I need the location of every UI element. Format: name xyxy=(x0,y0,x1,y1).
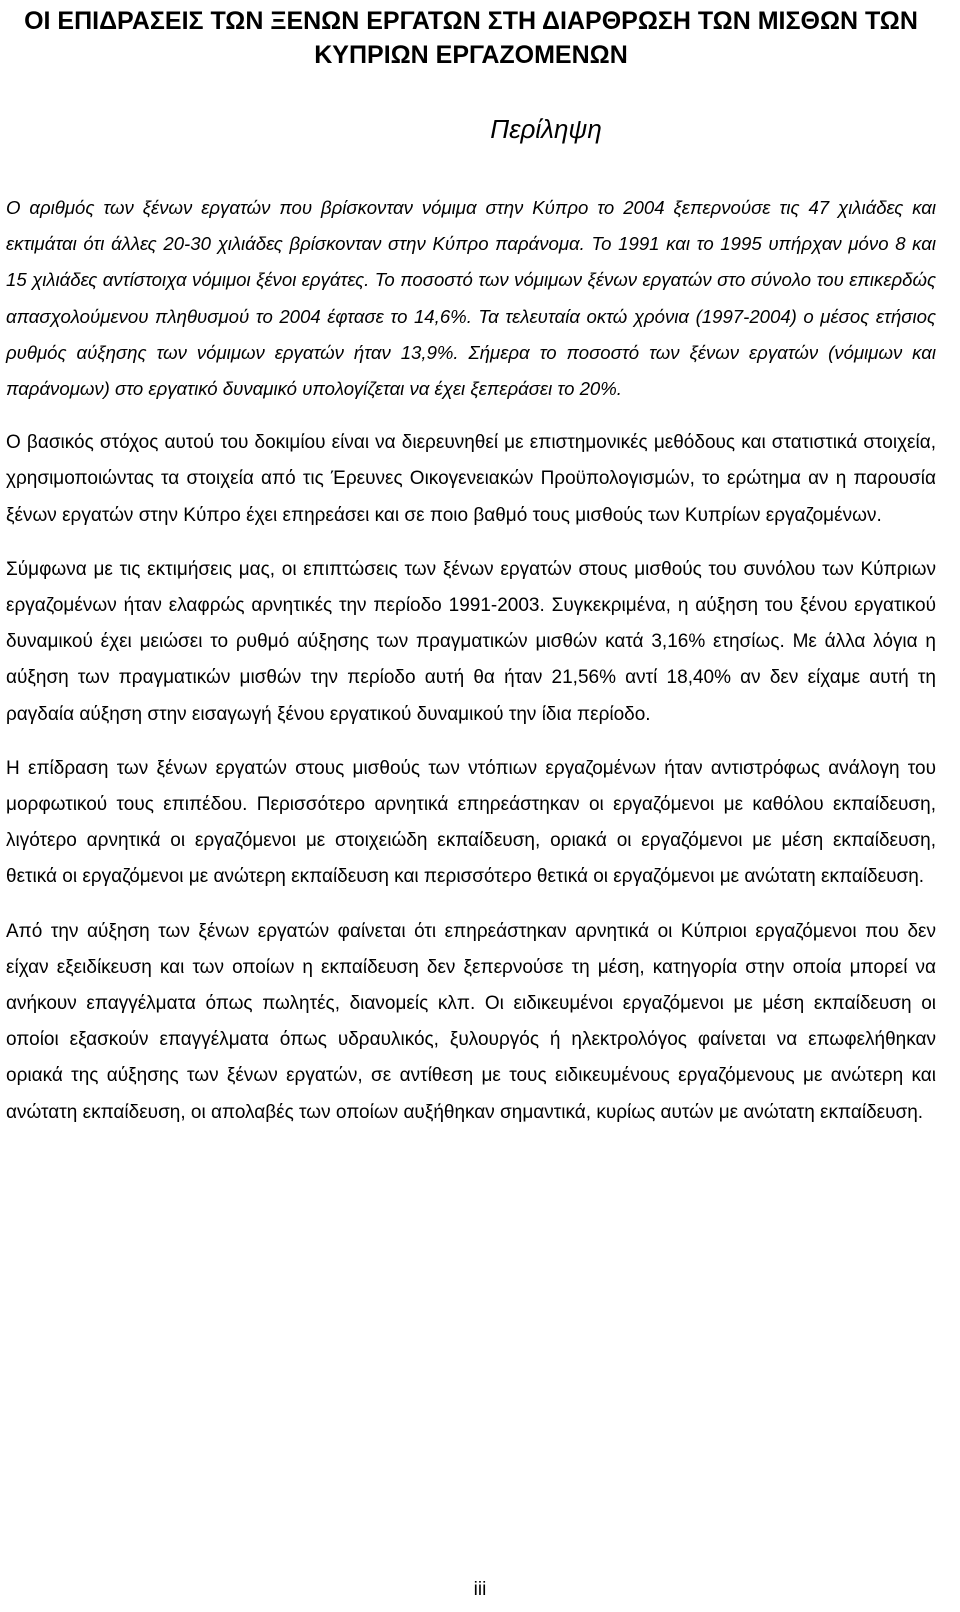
abstract-paragraph-2: Ο βασικός στόχος αυτού του δοκιμίου είναι να διερευνηθεί με επιστημονικές μεθόδους και στατιστικά στοιχεία, χρησιμοποιώντας τα στοιχεία από τις Έρευνες Οικογενειακών Προϋπολογισμών, το ερώτημα αν η παρουσία ξένων εργατών στην Κύπρο έχει επηρεάσει και σε ποιο βαθμό τους μισθούς των Κυπρίων εργαζομένων. xyxy=(6,432,936,526)
abstract-paragraph-3: Σύμφωνα με τις εκτιμήσεις μας, οι επιπτώσεις των ξένων εργατών στους μισθούς του συνόλου των Κύπριων εργαζομένων ήταν ελαφρώς αρνητικές την περίοδο 1991-2003. Συγκεκριμένα, η αύξηση του ξένου εργατικού δυναμικού έχει μειώσει το ρυθμό αύξησης των πραγματικών μισθών κατά 3,16% ετησίως. Με άλλα λόγια η αύξηση των πραγματικών μισθών την περίοδο αυτή θα ήταν 21,56% αντί 18,40% αν δεν είχαμε αυτή τη ραγδαία αύξηση στην εισαγωγή ξένου εργατικού δυναμικού την ίδια περίοδο. xyxy=(6,558,936,725)
document-page xyxy=(6,0,936,1131)
page-number: iii xyxy=(473,1579,487,1600)
abstract-paragraph-5: Από την αύξηση των ξένων εργατών φαίνεται ότι επηρεάστηκαν αρνητικά οι Κύπριοι εργαζόμενοι που δεν είχαν εξειδίκευση και των οποίων η εκπαίδευση δεν ξεπερνούσε τη μέση, κατηγορία στην οποία μπορεί να ανήκουν επαγγέλματα όπως πωλητές, διανομείς κλπ. Οι ειδικευμένοι εργαζόμενοι με μέση εκπαίδευση οι οποίοι εξασκούν επαγγέλματα όπως υδραυλικός, ξυλουργός ή ηλεκτρολόγος φαίνεται να επωφελήθηκαν οριακά της αύξησης των ξένων εργατών, σε αντίθεση με τους ειδικευμένους εργαζόμενους με ανώτερη και ανώτατη εκπαίδευση, οι απολαβές των οποίων αυξήθηκαν σημαντικά, κυρίως αυτών με ανώτατη εκπαίδευση. xyxy=(6,920,936,1123)
abstract-paragraph-1: Ο αριθμός των ξένων εργατών που βρίσκονταν νόμιμα στην Κύπρο το 2004 ξεπερνούσε τις 47 χιλιάδες και εκτιμάται ότι άλλες 20-30 χιλιάδες βρίσκονταν στην Κύπρο παράνομα. Το 1991 και το 1995 υπήρχαν μόνο 8 και 15 χιλιάδες αντίστοιχα νόμιμοι ξένοι εργάτες. Το ποσοστό των νόμιμων ξένων εργατών στο σύνολο του επικερδώς απασχολούμενου πληθυσμού το 2004 έφτασε το 14,6%. Τα τελευταία οκτώ χρόνια (1997-2004) ο μέσος ετήσιος ρυθμός αύξησης των νόμιμων εργατών ήταν 13,9%. Σήμερα το ποσοστό των ξένων εργατών (νόμιμων και παράνομων) στο εργατικό δυναμικό υπολογίζεται να έχει ξεπεράσει το 20%. xyxy=(6,197,936,400)
abstract-paragraph-4: Η επίδραση των ξένων εργατών στους μισθούς των ντόπιων εργαζομένων ήταν αντιστρόφως ανάλογη του μορφωτικού τους επιπέδου. Περισσότερο αρνητικά επηρεάστηκαν οι εργαζόμενοι με καθόλου εκπαίδευση, λιγότερο αρνητικά οι εργαζόμενοι με στοιχειώδη εκπαίδευση, οριακά οι εργαζόμενοι με μέση εκπαίδευση, θετικά οι εργαζόμενοι με ανώτερη εκπαίδευση και περισσότερο θετικά οι εργαζόμενοι με ανώτατη εκπαίδευση. xyxy=(6,757,936,888)
abstract-heading: Περίληψη xyxy=(490,114,602,144)
document-title: ΟΙ ΕΠΙΔΡΑΣΕΙΣ ΤΩΝ ΞΕΝΩΝ ΕΡΓΑΤΩΝ ΣΤΗ ΔΙΑΡΘΡΩΣΗ ΤΩΝ ΜΙΣΘΩΝ ΤΩΝ ΚΥΠΡΙΩΝ ΕΡΓΑΖΟΜΕΝΩΝ xyxy=(24,7,918,69)
